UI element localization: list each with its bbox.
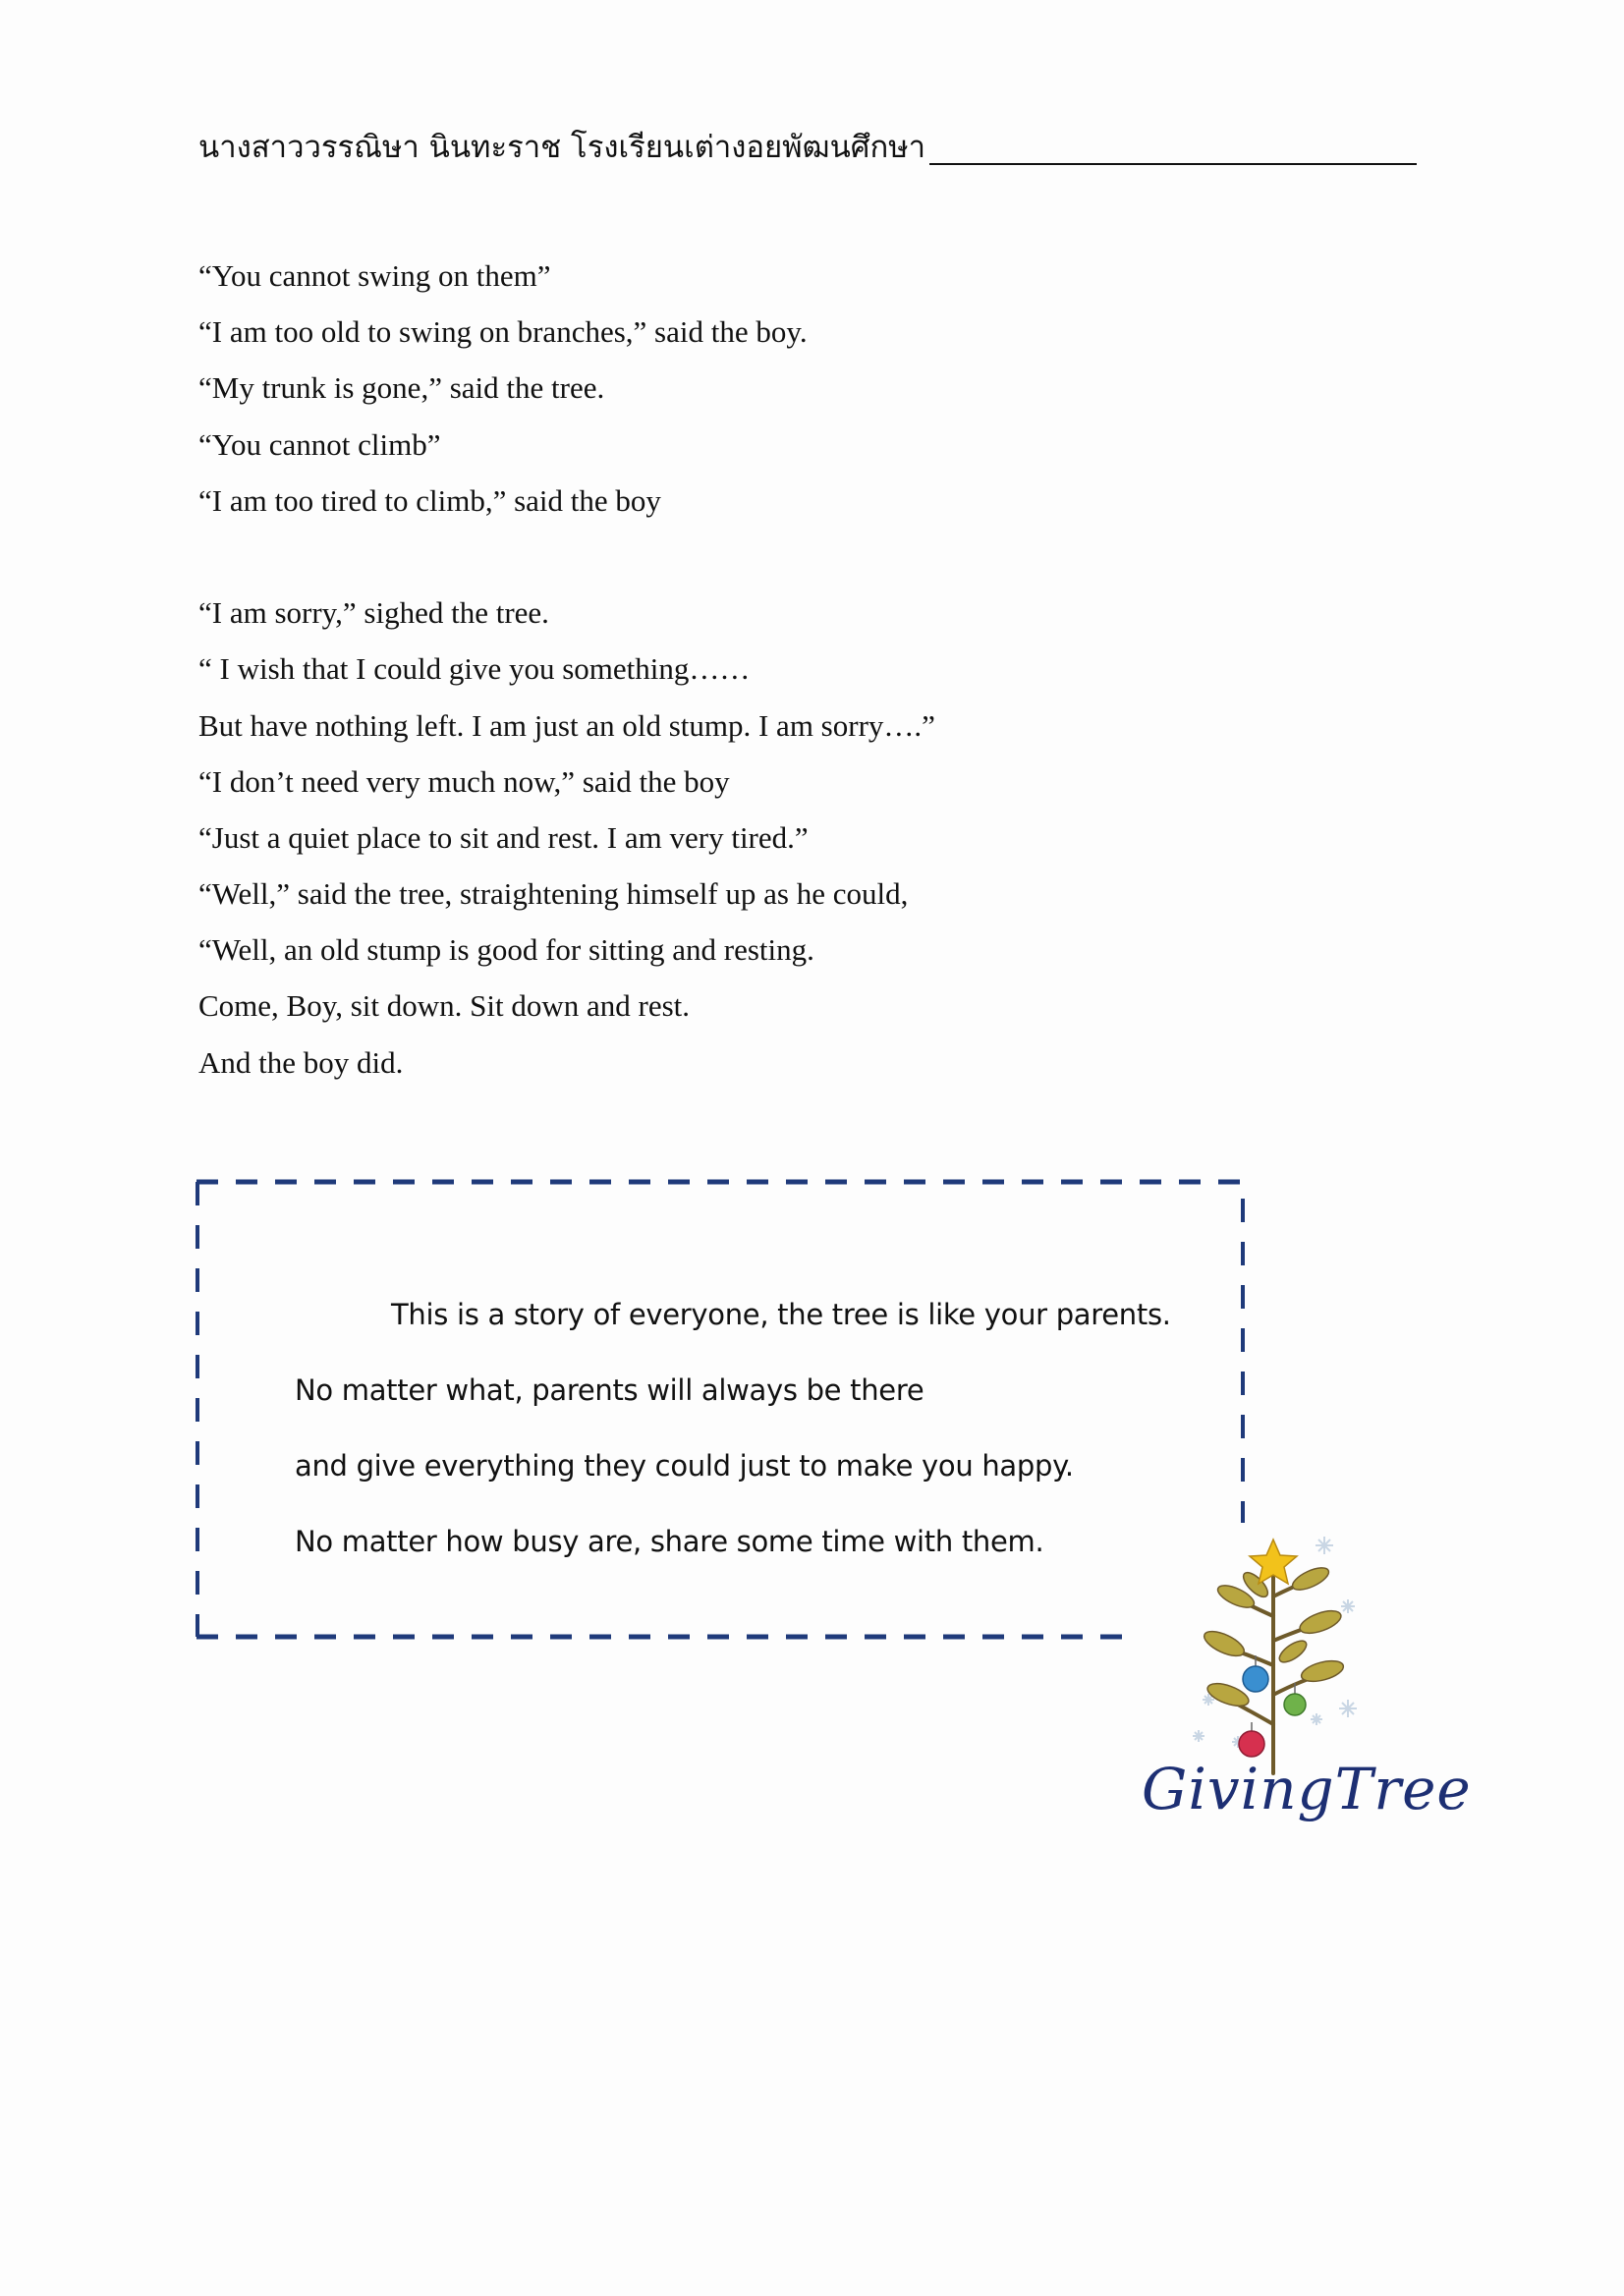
story-line: “My trunk is gone,” said the tree. (198, 370, 605, 406)
story-line: “Well,” said the tree, straightening himself up as he could, (198, 876, 909, 912)
story-line: “Just a quiet place to sit and rest. I am very tired.” (198, 819, 809, 855)
story-line: “ I wish that I could give you something…… (198, 651, 751, 687)
story-line: “I don’t need very much now,” said the boy (198, 763, 730, 799)
story-line: And the boy did. (198, 1044, 404, 1080)
story-text (198, 248, 1279, 1091)
stanza-gap (198, 529, 1279, 585)
story-line: “You cannot climb” (198, 426, 441, 462)
header-line (198, 110, 1417, 169)
story-line: Come, Boy, sit down. Sit down and rest. (198, 988, 691, 1024)
tree-illustration-icon (1130, 1528, 1425, 1783)
story-line: “I am sorry,” sighed the tree. (198, 595, 549, 631)
message-line: No matter what, parents will always be there (295, 1373, 924, 1407)
story-line: “I am too old to swing on branches,” said the boy. (198, 314, 808, 350)
story-line: “Well, an old stump is good for sitting and resting. (198, 932, 814, 968)
author-school-name: นางสาววรรณิษา นินทะราช โรงเรียนเต่างอยพัฒนศึกษา (198, 130, 926, 165)
message-line: and give everything they could just to make you happy. (295, 1449, 1074, 1483)
message-line: This is a story of everyone, the tree is like your parents. (391, 1298, 1171, 1331)
message-text (295, 1277, 1228, 1580)
message-box (195, 1179, 1246, 1641)
story-line: “I am too tired to climb,” said the boy (198, 482, 661, 518)
story-line: “You cannot swing on them” (198, 258, 551, 293)
header-underline (929, 162, 1417, 165)
message-line: No matter how busy are, share some time with them. (295, 1525, 1044, 1558)
giving-tree-logo (1130, 1528, 1472, 1862)
story-line: But have nothing left. I am just an old stump. I am sorry….” (198, 707, 935, 743)
giving-tree-wordmark: GivingTree (1142, 1756, 1472, 1822)
